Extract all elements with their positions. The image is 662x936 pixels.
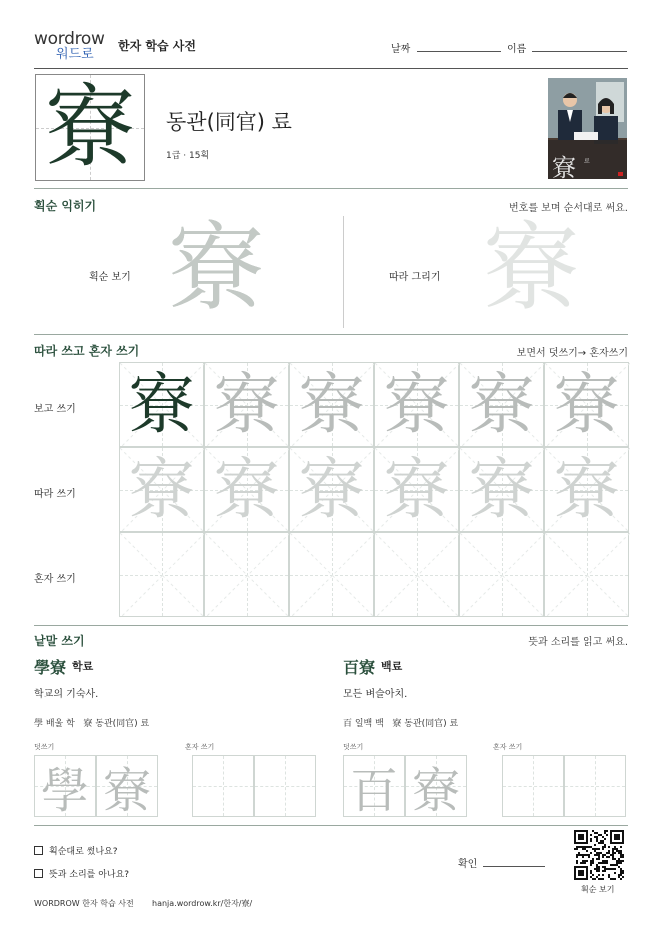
logo-korean: 워드로 — [56, 47, 94, 62]
checkbox-1[interactable] — [34, 846, 43, 855]
word-2-self-cell-1[interactable] — [502, 755, 564, 817]
words-section-title: 낱말 쓰기 — [34, 634, 85, 648]
hanja-name: 동관(同官) 료 — [166, 110, 292, 134]
qr-label: 획순 보기 — [581, 885, 615, 894]
word-1-self-cell-1[interactable] — [192, 755, 254, 817]
row-label-self: 혼자 쓰기 — [34, 574, 76, 585]
header-rule — [34, 68, 628, 69]
practice-cell-r3-c1[interactable] — [119, 532, 204, 617]
thumb-char: 寮 — [552, 154, 576, 179]
logo — [34, 30, 112, 64]
practice-char: 寮 — [298, 365, 365, 443]
practice-cell-r1-c1[interactable] — [119, 362, 204, 447]
words-section-hint: 뜻과 소리를 읽고 써요. — [528, 637, 628, 648]
page-title: 한자 학습 사전 — [118, 39, 196, 53]
stroke-divider — [343, 216, 344, 328]
stroke-trace-label: 따라 그리기 — [389, 272, 441, 283]
practice-cell-r3-c5[interactable] — [459, 532, 544, 617]
practice-cell-r2-c4[interactable] — [374, 447, 459, 532]
word-2-trace-cell-1[interactable]: 百 — [343, 755, 405, 817]
stroke-trace-char: 寮 — [483, 212, 579, 324]
checklist-2[interactable]: 뜻과 소리를 아나요? — [34, 867, 129, 880]
word-1-meaning: 학교의 기숙사. — [34, 689, 99, 700]
practice-char: 寮 — [213, 365, 280, 443]
word-2-meaning: 모든 벼슬아치. — [343, 689, 408, 700]
stroke-section-hint: 번호를 보며 순서대로 써요. — [509, 203, 628, 214]
main-char-box — [35, 74, 145, 181]
practice-char: 寮 — [383, 450, 450, 528]
practice-cell-r2-c2[interactable] — [204, 447, 289, 532]
illustration-image — [548, 78, 627, 179]
word-2-self-label: 혼자 쓰기 — [493, 743, 523, 751]
name-line — [532, 51, 627, 52]
word-1-hanja: 學寮 — [34, 658, 67, 677]
practice-char: 寮 — [128, 450, 195, 528]
practice-char: 寮 — [383, 365, 450, 443]
word-1-trace-label: 덧쓰기 — [34, 743, 55, 751]
practice-cell-r3-c4[interactable] — [374, 532, 459, 617]
practice-char: 寮 — [298, 450, 365, 528]
rule-4 — [34, 825, 628, 826]
confirm-line — [483, 866, 545, 867]
stroke-section-title: 획순 익히기 — [34, 199, 97, 213]
word-2-parts: 百 일백 백 寮 동관(同官) 료 — [343, 719, 459, 729]
practice-char: 寮 — [553, 450, 620, 528]
practice-cell-r2-c6[interactable] — [544, 447, 629, 532]
word-2-hanja: 百寮 — [343, 658, 376, 677]
practice-cell-r1-c4[interactable] — [374, 362, 459, 447]
date-line — [417, 51, 501, 52]
date-label: 날짜 — [391, 44, 411, 55]
confirm-label: 확인 — [458, 859, 478, 870]
practice-char: 寮 — [128, 365, 195, 443]
row-label-trace: 따라 쓰기 — [34, 489, 76, 500]
practice-char: 寮 — [213, 450, 280, 528]
practice-char: 寮 — [553, 365, 620, 443]
stroke-view-label: 획순 보기 — [89, 272, 131, 283]
practice-cell-r1-c5[interactable] — [459, 362, 544, 447]
name-label: 이름 — [507, 44, 527, 55]
practice-cell-r3-c6[interactable] — [544, 532, 629, 617]
word-1-self-label: 혼자 쓰기 — [185, 743, 215, 751]
hanja-meta: 1급 · 15획 — [166, 151, 210, 161]
practice-section-title: 따라 쓰고 혼자 쓰기 — [34, 344, 140, 358]
rule-2 — [34, 334, 628, 335]
practice-cell-r1-c2[interactable] — [204, 362, 289, 447]
practice-section-hint: 보면서 덧쓰기→ 혼자쓰기 — [516, 348, 628, 359]
footer-brand: WORDROW 한자 학습 사전 — [34, 899, 134, 908]
practice-cell-r3-c3[interactable] — [289, 532, 374, 617]
logo-wordrow: wordrow — [34, 29, 105, 49]
practice-char: 寮 — [468, 450, 535, 528]
rule-3 — [34, 625, 628, 626]
main-char: 寮 — [45, 74, 135, 180]
practice-cell-r2-c5[interactable] — [459, 447, 544, 532]
word-1-trace-cell-2[interactable]: 寮 — [96, 755, 158, 817]
word-2-trace-cell-2[interactable]: 寮 — [405, 755, 467, 817]
practice-cell-r3-c2[interactable] — [204, 532, 289, 617]
practice-cell-r1-c3[interactable] — [289, 362, 374, 447]
word-2-trace-label: 덧쓰기 — [343, 743, 364, 751]
checkbox-2[interactable] — [34, 869, 43, 878]
word-1-self-cell-2[interactable] — [254, 755, 316, 817]
stroke-order-char: 寮 — [168, 212, 264, 324]
word-1-reading: 학료 — [72, 660, 94, 673]
checklist-1[interactable]: 획순대로 썼나요? — [34, 844, 118, 857]
qr-code[interactable] — [574, 830, 624, 880]
word-1-trace-cell-1[interactable]: 學 — [34, 755, 96, 817]
word-2-reading: 백료 — [381, 660, 403, 673]
word-2-self-cell-2[interactable] — [564, 755, 626, 817]
row-label-see: 보고 쓰기 — [34, 404, 76, 415]
practice-char: 寮 — [468, 365, 535, 443]
word-1-parts: 學 배울 학 寮 동관(同官) 료 — [34, 719, 150, 729]
rule-1 — [34, 188, 628, 189]
practice-cell-r2-c1[interactable] — [119, 447, 204, 532]
thumb-label: 료 — [584, 158, 590, 165]
practice-cell-r2-c3[interactable] — [289, 447, 374, 532]
practice-cell-r1-c6[interactable] — [544, 362, 629, 447]
footer-url[interactable]: hanja.wordrow.kr/한자/寮/ — [152, 899, 253, 908]
